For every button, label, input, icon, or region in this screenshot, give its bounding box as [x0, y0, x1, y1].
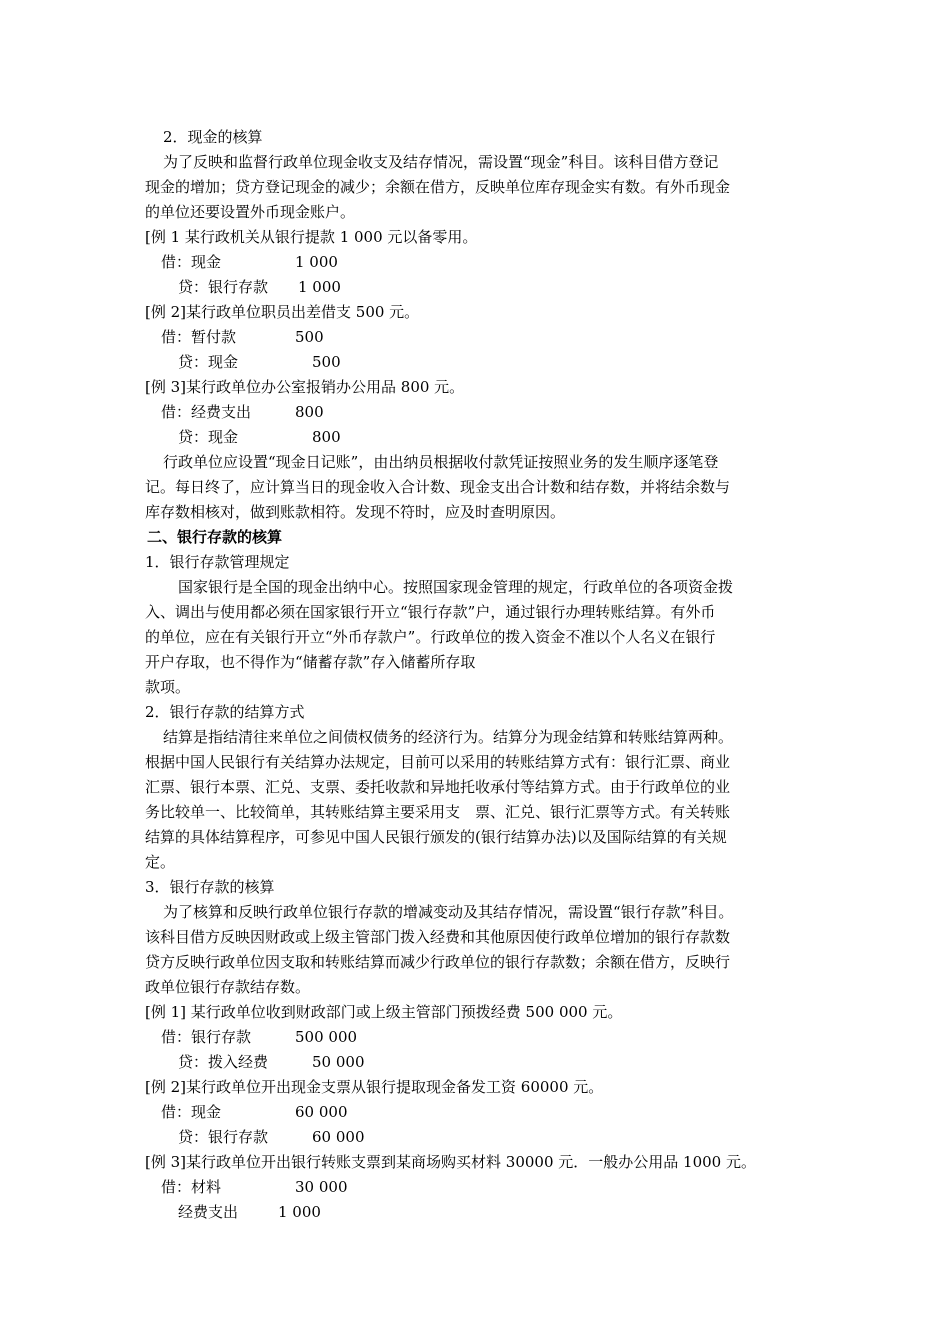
debit-amount: 800	[295, 403, 324, 421]
paragraph-line: 开户存取，也不得作为“储蓄存款”存入储蓄所存取	[145, 653, 476, 671]
subsection-heading: 3．银行存款的核算	[145, 878, 275, 896]
journal-debit-line	[161, 252, 338, 272]
credit-account: 贷：现金	[178, 353, 239, 371]
debit-account: 经费支出	[178, 1203, 239, 1221]
journal-debit-line	[161, 1027, 358, 1047]
credit-account: 贷：现金	[178, 428, 239, 446]
paragraph-line: 根据中国人民银行有关结算办法规定，目前可以采用的转账结算方式有：银行汇票、商业	[145, 753, 731, 771]
paragraph-line: 的单位，应在有关银行开立“外币存款户”。行政单位的拨入资金不准以个人名义在银行	[145, 628, 716, 646]
paragraph-line: 入、调出与使用都必须在国家银行开立“银行存款”户，通过银行办理转账结算。有外币	[145, 603, 716, 621]
debit-account: 借：经费支出	[161, 403, 252, 421]
journal-credit-line	[178, 1052, 365, 1072]
debit-account: 借：暂付款	[161, 328, 237, 346]
paragraph-line: 贷方反映行政单位因支取和转账结算而减少行政单位的银行存款数；余额在借方，反映行	[145, 953, 731, 971]
credit-account: 贷：银行存款	[178, 278, 269, 296]
paragraph-line: 现金的增加；贷方登记现金的减少；余额在借方，反映单位库存现金实有数。有外币现金	[145, 178, 731, 196]
debit-amount: 60 000	[295, 1103, 348, 1121]
paragraph-line: 政单位银行存款结存数。	[145, 978, 311, 996]
credit-account: 贷：银行存款	[178, 1128, 269, 1146]
subsection-heading: 2．银行存款的结算方式	[145, 703, 305, 721]
example-title: [例 1 某行政机关从银行提款 1 000 元以备零用。	[145, 228, 478, 246]
paragraph-line: 的单位还要设置外币现金账户。	[145, 203, 356, 221]
example-title: [例 3]某行政单位开出银行转账支票到某商场购买材料 30000 元．一般办公用品 1000 元。	[145, 1153, 756, 1171]
debit-amount: 500	[295, 328, 324, 346]
credit-account: 贷：拨入经费	[178, 1053, 269, 1071]
debit-account: 借：银行存款	[161, 1028, 252, 1046]
debit-amount: 1 000	[295, 253, 338, 271]
journal-debit-line	[178, 1202, 321, 1222]
paragraph-line: 记。每日终了，应计算当日的现金收入合计数、现金支出合计数和结存数，并将结余数与	[145, 478, 731, 496]
journal-debit-line	[161, 327, 324, 347]
journal-credit-line	[178, 352, 341, 372]
paragraph-line: 款项。	[145, 678, 191, 696]
credit-amount: 1 000	[298, 278, 341, 296]
example-title: [例 2]某行政单位开出现金支票从银行提取现金备发工资 60000 元。	[145, 1078, 604, 1096]
paragraph-line: 结算的具体结算程序，可参见中国人民银行颁发的(银行结算办法)以及国际结算的有关规	[145, 828, 727, 846]
paragraph-line: 该科目借方反映因财政或上级主管部门拨入经费和其他原因使行政单位增加的银行存款数	[145, 928, 731, 946]
journal-debit-line	[161, 1177, 348, 1197]
debit-account: 借：现金	[161, 253, 222, 271]
credit-amount: 60 000	[312, 1128, 365, 1146]
debit-amount: 1 000	[278, 1203, 321, 1221]
paragraph-line: 为了反映和监督行政单位现金收支及结存情况，需设置“现金”科目。该科目借方登记	[163, 153, 719, 171]
example-title: [例 2]某行政单位职员出差借支 500 元。	[145, 303, 420, 321]
credit-amount: 500	[312, 353, 341, 371]
journal-credit-line	[178, 277, 341, 297]
debit-account: 借：材料	[161, 1178, 222, 1196]
journal-credit-line	[178, 1127, 365, 1147]
debit-amount: 500 000	[295, 1028, 358, 1046]
subsection-heading: 1．银行存款管理规定	[145, 553, 290, 571]
debit-account: 借：现金	[161, 1103, 222, 1121]
credit-amount: 50 000	[312, 1053, 365, 1071]
paragraph-line: 结算是指结清往来单位之间债权债务的经济行为。结算分为现金结算和转账结算两种。	[163, 728, 734, 746]
example-title: [例 1] 某行政单位收到财政部门或上级主管部门预拨经费 500 000 元。	[145, 1003, 623, 1021]
journal-debit-line	[161, 402, 324, 422]
section-heading-cash: 2．现金的核算	[163, 128, 263, 146]
journal-credit-line	[178, 427, 341, 447]
paragraph-line: 务比较单一、比较简单，其转账结算主要采用支 票、汇兑、银行汇票等方式。有关转账	[145, 803, 731, 821]
example-title: [例 3]某行政单位办公室报销办公用品 800 元。	[145, 378, 465, 396]
paragraph-line: 为了核算和反映行政单位银行存款的增减变动及其结存情况，需设置“银行存款”科目。	[163, 903, 734, 921]
paragraph-line: 行政单位应设置“现金日记账”，由出纳员根据收付款凭证按照业务的发生顺序逐笔登	[163, 453, 719, 471]
debit-amount: 30 000	[295, 1178, 348, 1196]
paragraph-line: 定。	[145, 853, 176, 871]
paragraph-line: 国家银行是全国的现金出纳中心。按照国家现金管理的规定，行政单位的各项资金拨	[178, 578, 734, 596]
paragraph-line: 库存数相核对，做到账款相符。发现不符时，应及时查明原因。	[145, 503, 566, 521]
credit-amount: 800	[312, 428, 341, 446]
section-heading-bank: 二、银行存款的核算	[147, 528, 283, 546]
paragraph-line: 汇票、银行本票、汇兑、支票、委托收款和异地托收承付等结算方式。由于行政单位的业	[145, 778, 731, 796]
journal-debit-line	[161, 1102, 348, 1122]
